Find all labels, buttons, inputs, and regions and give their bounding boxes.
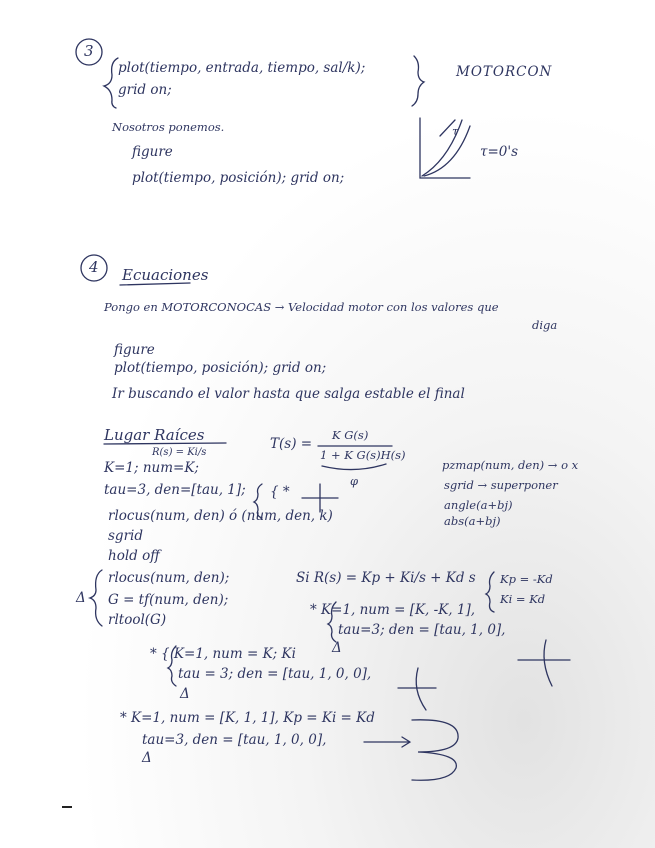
s4-paragraph-2: Ir buscando el valor hasta que salga estable el final	[112, 386, 465, 402]
s3-note: Nosotros ponemos.	[112, 120, 225, 134]
tf-brace	[322, 464, 386, 470]
si-r-line: Si R(s) = Kp + Ki/s + Kd s	[296, 570, 476, 586]
b-tf: G = tf(num, den);	[108, 592, 229, 608]
code-rlocus: rlocus(num, den) ó (num, den, k)	[108, 508, 333, 524]
tf-numerator: K G(s)	[332, 428, 369, 442]
star2-triangle: Δ	[180, 686, 190, 702]
section-4-title: Ecuaciones	[122, 266, 209, 284]
abs-note: abs(a+bj)	[444, 514, 501, 528]
tf-lhs: T(s) =	[270, 436, 313, 452]
star1-line-a: * K=1, num = [K, -K, 1],	[310, 602, 476, 618]
sketch-tau: τ	[452, 124, 459, 138]
s4-paragraph-1b: diga	[532, 318, 558, 332]
section-4-number: 4	[89, 258, 99, 276]
star3-triangle: Δ	[142, 750, 152, 766]
bottom-mark	[62, 806, 72, 808]
code-sgrid: sgrid	[108, 528, 143, 544]
code-mark: { *	[270, 484, 290, 500]
s4-plot-position: plot(tiempo, posición); grid on;	[114, 360, 327, 376]
brace-b	[90, 570, 102, 626]
doodle-1	[518, 640, 570, 686]
star3-line-a: * K=1, num = [K, 1, 1], Kp = Ki = Kd	[120, 710, 375, 726]
motor-label: MOTORCON	[456, 64, 553, 80]
tf-denominator: 1 + K G(s)H(s)	[320, 448, 406, 462]
code-hold-off: hold off	[108, 548, 160, 564]
star2-line-a: * { K=1, num = K; Ki	[150, 646, 296, 662]
star3-line-b: tau=3, den = [tau, 1, 0, 0],	[142, 732, 327, 748]
brace-left-3	[104, 58, 118, 108]
tau-value: τ=0's	[480, 144, 519, 160]
b-triangle: Δ	[76, 590, 86, 606]
s3-figure: figure	[132, 144, 173, 160]
pzmap-note: pzmap(num, den) → o x	[442, 458, 579, 472]
sgrid-note: sgrid → superponer	[444, 478, 558, 492]
star1-triangle: Δ	[332, 640, 342, 656]
doodle-2	[398, 668, 436, 710]
section-3-number: 3	[84, 42, 94, 60]
lugar-raices-title: Lugar Raíces	[104, 426, 205, 444]
code-tau-den: tau=3, den=[tau, 1];	[104, 482, 246, 498]
star1-line-b: tau=3; den = [tau, 1, 0],	[338, 622, 506, 638]
s3-plot-position: plot(tiempo, posición); grid on;	[132, 170, 345, 186]
brace-right-3	[412, 56, 424, 106]
b-rltool: rltool(G)	[108, 612, 167, 628]
r-definition: R(s) = Ki/s	[152, 447, 207, 458]
doodle-3	[412, 720, 458, 780]
s4-paragraph-1: Pongo en MOTORCONOCAS → Velocidad motor con los valores que	[104, 300, 499, 314]
b-rlocus: rlocus(num, den);	[108, 570, 230, 586]
kp-line: Kp = -Kd	[500, 572, 553, 586]
doodle-arrow	[364, 737, 410, 747]
s3-plot-line: plot(tiempo, entrada, tiempo, sal/k);	[118, 60, 366, 76]
code-k-num: K=1; num=K;	[104, 460, 199, 476]
sketch-axis	[420, 118, 470, 178]
tf-phi: φ	[350, 474, 359, 488]
ki-line: Ki = Kd	[500, 592, 546, 606]
s4-figure: figure	[114, 342, 155, 358]
s3-grid-line: grid on;	[118, 82, 172, 98]
brace-kp	[486, 572, 494, 612]
angle-note: angle(a+bj)	[444, 498, 513, 512]
star2-line-b: tau = 3; den = [tau, 1, 0, 0],	[178, 666, 372, 682]
